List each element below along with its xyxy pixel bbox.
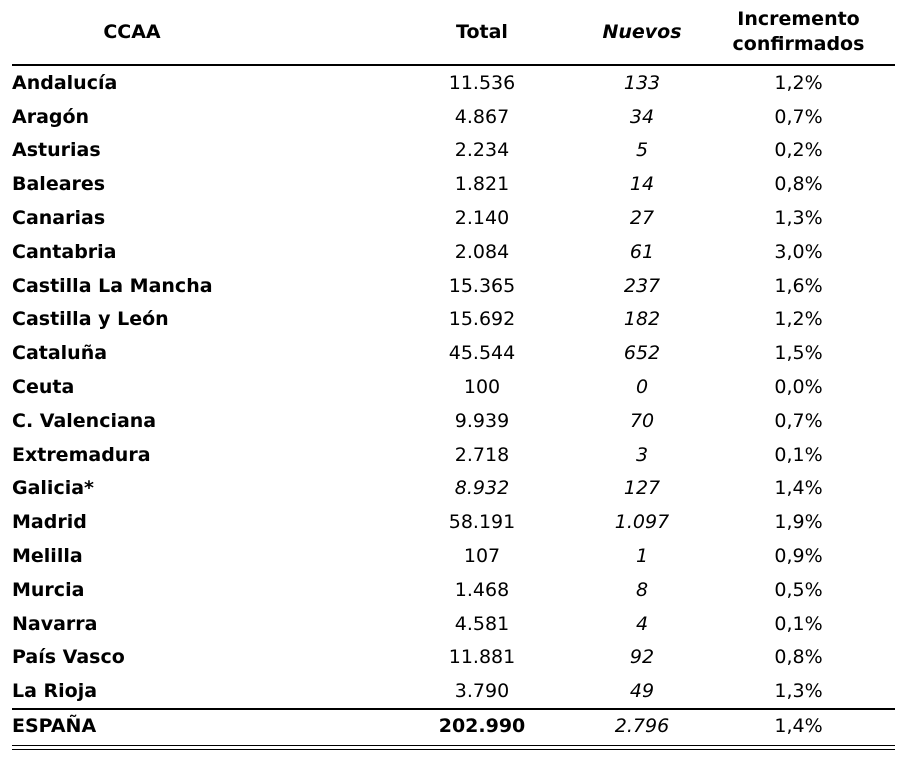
row-new: 5 <box>635 139 649 162</box>
header-ccaa: CCAA <box>103 20 161 43</box>
row-name: Canarias <box>12 207 106 230</box>
table-row <box>12 505 895 539</box>
table-row <box>12 472 895 506</box>
total-row <box>12 708 895 742</box>
row-name: Navarra <box>12 612 98 635</box>
row-increment: 0,5% <box>774 578 823 601</box>
row-increment: 0,8% <box>774 646 823 669</box>
row-increment: 1,9% <box>774 511 823 534</box>
table-row <box>12 404 895 438</box>
total-increment: 1,4% <box>774 715 823 738</box>
row-total: 4.581 <box>454 612 510 635</box>
row-new: 3 <box>635 443 649 466</box>
table-row <box>12 235 895 269</box>
table-row <box>12 573 895 607</box>
row-total: 100 <box>463 376 501 399</box>
row-increment: 1,3% <box>774 680 823 703</box>
row-total: 15.365 <box>448 274 516 297</box>
row-name: Baleares <box>12 173 106 196</box>
row-total: 2.234 <box>454 139 510 162</box>
row-new: 27 <box>629 207 655 230</box>
row-new: 1.097 <box>614 511 670 534</box>
table-row <box>12 539 895 573</box>
row-new: 127 <box>623 477 661 500</box>
row-increment: 0,1% <box>774 612 823 635</box>
table-row <box>12 336 895 370</box>
row-new: 92 <box>629 646 655 669</box>
total-new: 2.796 <box>614 715 670 738</box>
row-new: 182 <box>623 308 661 331</box>
row-total: 2.084 <box>454 240 510 263</box>
row-increment: 1,3% <box>774 207 823 230</box>
row-increment: 0,2% <box>774 139 823 162</box>
table-row <box>12 674 895 708</box>
row-new: 133 <box>623 71 661 94</box>
table-row <box>12 100 895 134</box>
row-total: 2.140 <box>454 207 510 230</box>
row-increment: 1,2% <box>774 308 823 331</box>
row-increment: 0,7% <box>774 409 823 432</box>
table-row <box>12 269 895 303</box>
row-increment: 3,0% <box>774 240 823 263</box>
header-increment-line1: Incremento <box>737 8 860 30</box>
row-total: 11.881 <box>448 646 516 669</box>
row-increment: 1,5% <box>774 342 823 365</box>
row-name: Ceuta <box>12 376 75 399</box>
header-new: Nuevos <box>602 20 682 43</box>
table-row <box>12 66 895 100</box>
row-increment: 0,9% <box>774 545 823 568</box>
row-new: 49 <box>629 680 655 703</box>
bottom-rule <box>12 745 895 750</box>
row-new: 8 <box>635 578 649 601</box>
row-total: 45.544 <box>448 342 516 365</box>
row-increment: 0,0% <box>774 376 823 399</box>
table-row <box>12 370 895 404</box>
row-name: Andalucía <box>12 71 118 94</box>
row-increment: 0,8% <box>774 173 823 196</box>
row-total: 4.867 <box>454 105 510 128</box>
row-name: La Rioja <box>12 680 98 703</box>
row-total: 2.718 <box>454 443 510 466</box>
table-row <box>12 167 895 201</box>
row-total: 58.191 <box>448 511 516 534</box>
row-new: 4 <box>635 612 649 635</box>
row-total: 1.468 <box>454 578 510 601</box>
row-total: 8.932 <box>454 477 510 500</box>
row-new: 70 <box>629 409 655 432</box>
row-increment: 0,7% <box>774 105 823 128</box>
row-name: Murcia <box>12 578 85 601</box>
row-total: 11.536 <box>448 71 516 94</box>
table-body <box>12 66 895 708</box>
row-name: Madrid <box>12 511 87 534</box>
row-name: Extremadura <box>12 443 151 466</box>
row-total: 107 <box>463 545 501 568</box>
row-new: 652 <box>623 342 661 365</box>
row-new: 34 <box>629 105 655 128</box>
row-name: Castilla La Mancha <box>12 274 213 297</box>
table-row <box>12 303 895 337</box>
header-total: Total <box>456 20 508 43</box>
row-name: Galicia* <box>12 477 94 500</box>
total-name: ESPAÑA <box>12 715 97 738</box>
data-table <box>12 0 895 750</box>
row-name: Cantabria <box>12 240 117 263</box>
table-row <box>12 201 895 235</box>
row-name: Asturias <box>12 139 101 162</box>
table-row <box>12 641 895 675</box>
row-increment: 0,1% <box>774 443 823 466</box>
row-increment: 1,4% <box>774 477 823 500</box>
row-name: C. Valenciana <box>12 409 157 432</box>
row-total: 1.821 <box>454 173 510 196</box>
table-row <box>12 607 895 641</box>
row-increment: 1,6% <box>774 274 823 297</box>
row-new: 61 <box>629 240 655 263</box>
row-new: 237 <box>623 274 661 297</box>
table-row <box>12 134 895 168</box>
row-new: 0 <box>635 376 649 399</box>
row-increment: 1,2% <box>774 71 823 94</box>
row-name: Aragón <box>12 105 90 128</box>
row-new: 14 <box>629 173 655 196</box>
total-total: 202.990 <box>438 715 526 738</box>
row-name: Melilla <box>12 545 83 568</box>
row-name: País Vasco <box>12 646 125 669</box>
header-increment-line2: confirmados <box>732 33 865 55</box>
row-name: Cataluña <box>12 342 108 365</box>
row-total: 9.939 <box>454 409 510 432</box>
header-increment <box>702 7 895 57</box>
row-total: 3.790 <box>454 680 510 703</box>
row-name: Castilla y León <box>12 308 169 331</box>
table-header <box>12 0 895 66</box>
table-row <box>12 438 895 472</box>
row-new: 1 <box>635 545 649 568</box>
row-total: 15.692 <box>448 308 516 331</box>
